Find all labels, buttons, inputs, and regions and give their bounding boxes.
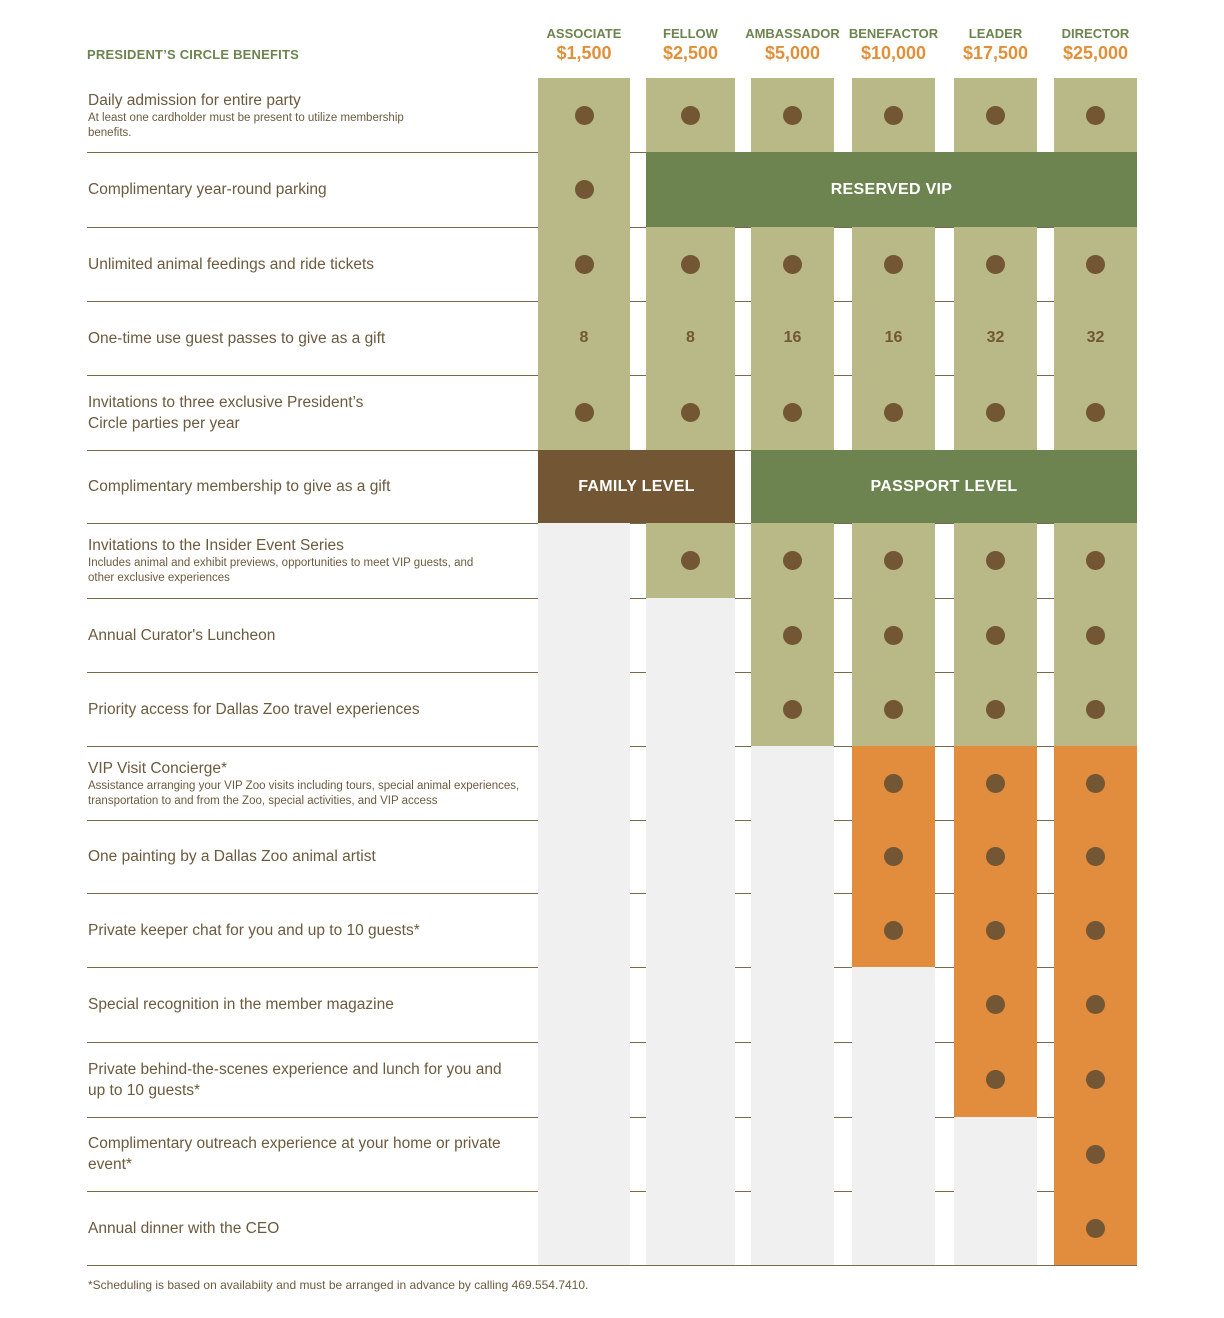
benefit-title: Annual Curator's Luncheon — [88, 626, 276, 644]
tier-price: $5,000 — [764, 43, 821, 63]
footnote: *Scheduling is based on availabiity and must be arranged in advance by calling 469.554.7410. — [88, 1278, 589, 1292]
benefit-cell — [538, 1191, 630, 1265]
benefit-cell — [1054, 598, 1137, 672]
benefit-cell — [751, 893, 834, 967]
benefit-note: Assistance arranging your VIP Zoo visits including tours, special animal experiences, transportation to and from the Zoo, special activities, and VIP access — [88, 779, 520, 807]
benefit-cell — [646, 893, 735, 967]
benefit-cell — [751, 598, 834, 672]
included-dot-icon — [884, 847, 903, 866]
benefit-cell — [646, 78, 735, 152]
benefit-cell — [538, 78, 630, 152]
benefit-cell — [852, 746, 935, 820]
included-dot-icon — [986, 106, 1005, 125]
included-dot-icon — [783, 700, 802, 719]
tier-name: ASSOCIATE — [546, 26, 622, 41]
benefit-cell — [646, 1042, 735, 1117]
benefit-label — [88, 375, 533, 450]
included-dot-icon — [986, 921, 1005, 940]
benefit-label — [88, 1117, 533, 1191]
benefit-cell — [751, 227, 834, 301]
benefit-label — [88, 1191, 533, 1265]
benefit-title: Complimentary year-round parking — [88, 181, 327, 198]
included-dot-icon — [884, 255, 903, 274]
benefit-cell — [538, 152, 630, 227]
benefit-cell — [954, 523, 1037, 598]
included-dot-icon — [1086, 700, 1105, 719]
included-dot-icon — [884, 700, 903, 719]
included-dot-icon — [986, 255, 1005, 274]
benefit-cell — [751, 1191, 834, 1265]
benefit-cell — [852, 523, 935, 598]
benefit-cell — [538, 746, 630, 820]
benefit-label — [88, 450, 533, 523]
benefit-cell — [852, 227, 935, 301]
benefit-title: Private behind-the-scenes experience and lunch for you and up to 10 guests* — [88, 1060, 502, 1099]
benefit-cell — [751, 1042, 834, 1117]
benefit-cell — [954, 967, 1037, 1042]
benefit-cell — [1054, 893, 1137, 967]
benefit-cell — [538, 523, 630, 598]
included-dot-icon — [1086, 106, 1105, 125]
included-dot-icon — [575, 403, 594, 422]
benefit-cell — [852, 1191, 935, 1265]
benefit-cell — [954, 820, 1037, 893]
benefit-label — [88, 152, 533, 227]
included-dot-icon — [1086, 1070, 1105, 1089]
benefit-title: Priority access for Dallas Zoo travel experiences — [88, 700, 420, 718]
tier-price: $1,500 — [556, 43, 612, 63]
benefit-cell — [646, 301, 735, 375]
benefit-cell — [751, 78, 834, 152]
tier-price: $25,000 — [1062, 43, 1129, 63]
benefit-cell — [751, 820, 834, 893]
benefit-cell — [646, 820, 735, 893]
benefit-cell — [954, 227, 1037, 301]
benefit-label — [88, 1042, 533, 1117]
benefit-label — [88, 598, 533, 672]
benefit-cell — [751, 672, 834, 746]
benefit-cell — [1054, 375, 1137, 450]
tier-header — [1036, 26, 1156, 64]
included-dot-icon — [884, 626, 903, 645]
benefit-cell — [751, 967, 834, 1042]
benefit-cell — [1054, 1191, 1137, 1265]
benefit-cell — [538, 598, 630, 672]
benefit-cell — [954, 375, 1037, 450]
benefit-cell — [852, 301, 935, 375]
reserved-vip-band: RESERVED VIP — [646, 152, 1137, 227]
tier-name: FELLOW — [663, 26, 718, 41]
benefit-cell — [852, 78, 935, 152]
section-title: PRESIDENT’S CIRCLE BENEFITS — [87, 47, 299, 62]
benefit-cell — [852, 967, 935, 1042]
benefit-cell — [1054, 78, 1137, 152]
benefit-title: One painting by a Dallas Zoo animal artist — [88, 848, 376, 865]
benefit-note: Includes animal and exhibit previews, opportunities to meet VIP guests, and other exclusive experiences — [88, 557, 474, 584]
benefit-label — [88, 746, 533, 820]
benefit-cell — [954, 746, 1037, 820]
included-dot-icon — [884, 403, 903, 422]
benefit-cell — [954, 672, 1037, 746]
included-dot-icon — [884, 921, 903, 940]
benefit-cell — [954, 301, 1037, 375]
guest-pass-count: 8 — [579, 329, 589, 346]
benefit-cell — [954, 1042, 1037, 1117]
included-dot-icon — [783, 403, 802, 422]
tier-price: $10,000 — [860, 43, 927, 63]
guest-pass-count: 32 — [986, 329, 1005, 346]
benefit-cell — [646, 967, 735, 1042]
benefit-cell — [852, 1117, 935, 1191]
benefit-title: Daily admission for entire party — [88, 91, 301, 109]
passport-level-band: PASSPORT LEVEL — [751, 450, 1137, 523]
included-dot-icon — [884, 106, 903, 125]
benefit-cell — [954, 78, 1037, 152]
included-dot-icon — [986, 847, 1005, 866]
included-dot-icon — [1086, 921, 1105, 940]
included-dot-icon — [1086, 847, 1105, 866]
tier-price: $2,500 — [662, 43, 719, 63]
benefit-cell — [646, 1117, 735, 1191]
included-dot-icon — [1086, 626, 1105, 645]
benefit-cell — [538, 375, 630, 450]
benefit-cell — [852, 672, 935, 746]
benefit-label — [88, 78, 533, 152]
guest-pass-count: 8 — [686, 329, 695, 346]
benefit-cell — [538, 893, 630, 967]
benefit-title: Complimentary outreach experience at your home or private event* — [88, 1135, 501, 1173]
tier-header — [524, 26, 644, 64]
benefit-label — [88, 893, 533, 967]
included-dot-icon — [681, 403, 700, 422]
included-dot-icon — [986, 551, 1005, 570]
benefit-title: VIP Visit Concierge* — [88, 759, 228, 777]
tier-name: LEADER — [968, 26, 1023, 41]
tier-name: DIRECTOR — [1061, 26, 1130, 41]
benefit-cell — [538, 1042, 630, 1117]
benefit-label — [88, 301, 533, 375]
benefit-cell — [538, 672, 630, 746]
included-dot-icon — [575, 106, 594, 125]
guest-pass-count: 32 — [1086, 329, 1105, 346]
benefit-cell — [1054, 1117, 1137, 1191]
included-dot-icon — [681, 255, 700, 274]
included-dot-icon — [1086, 403, 1105, 422]
included-dot-icon — [783, 255, 802, 274]
included-dot-icon — [1086, 995, 1105, 1014]
benefit-cell — [1054, 746, 1137, 820]
benefit-cell — [751, 523, 834, 598]
benefit-cell — [954, 1117, 1037, 1191]
benefit-label — [88, 820, 533, 893]
benefit-label — [88, 672, 533, 746]
included-dot-icon — [986, 403, 1005, 422]
benefit-cell — [852, 820, 935, 893]
included-dot-icon — [681, 106, 700, 125]
row-divider — [87, 1265, 1137, 1266]
included-dot-icon — [783, 551, 802, 570]
included-dot-icon — [986, 1070, 1005, 1089]
benefit-title: One-time use guest passes to give as a gift — [88, 329, 386, 347]
benefit-cell — [646, 672, 735, 746]
benefit-cell — [646, 746, 735, 820]
included-dot-icon — [884, 551, 903, 570]
benefit-label — [88, 967, 533, 1042]
included-dot-icon — [986, 700, 1005, 719]
included-dot-icon — [783, 626, 802, 645]
guest-pass-count: 16 — [884, 329, 903, 346]
benefit-cell — [751, 746, 834, 820]
included-dot-icon — [986, 626, 1005, 645]
included-dot-icon — [1086, 1219, 1105, 1238]
benefit-cell — [1054, 967, 1137, 1042]
included-dot-icon — [575, 180, 594, 199]
benefit-cell — [1054, 820, 1137, 893]
benefit-title: Invitations to three exclusive President’s Circle parties per year — [88, 393, 364, 432]
benefit-cell — [538, 820, 630, 893]
benefit-note: At least one cardholder must be present to utilize membership benefits. — [88, 111, 404, 139]
tier-price: $17,500 — [962, 43, 1029, 63]
benefit-cell — [646, 375, 735, 450]
benefit-cell — [646, 1191, 735, 1265]
benefit-cell — [1054, 1042, 1137, 1117]
benefit-cell — [646, 227, 735, 301]
tier-name: BENEFACTOR — [848, 26, 939, 41]
benefit-cell — [1054, 672, 1137, 746]
benefit-cell — [852, 893, 935, 967]
benefit-title: Unlimited animal feedings and ride tickets — [88, 255, 375, 273]
included-dot-icon — [575, 255, 594, 274]
included-dot-icon — [1086, 255, 1105, 274]
guest-pass-count: 16 — [783, 329, 802, 346]
benefit-cell — [852, 598, 935, 672]
benefit-cell — [852, 1042, 935, 1117]
family-level-band: FAMILY LEVEL — [538, 450, 735, 523]
included-dot-icon — [884, 774, 903, 793]
benefit-title: Annual dinner with the CEO — [88, 1219, 280, 1237]
benefit-cell — [646, 598, 735, 672]
benefit-cell — [1054, 301, 1137, 375]
benefit-title: Complimentary membership to give as a gift — [88, 478, 391, 495]
benefit-cell — [646, 523, 735, 598]
benefit-title: Private keeper chat for you and up to 10 guests* — [88, 921, 420, 939]
benefit-cell — [751, 375, 834, 450]
included-dot-icon — [1086, 1145, 1105, 1164]
included-dot-icon — [1086, 774, 1105, 793]
benefit-cell — [852, 375, 935, 450]
benefit-cell — [954, 1191, 1037, 1265]
included-dot-icon — [1086, 551, 1105, 570]
benefit-title: Special recognition in the member magazine — [88, 996, 394, 1013]
included-dot-icon — [986, 995, 1005, 1014]
benefit-cell — [751, 1117, 834, 1191]
benefit-cell — [1054, 523, 1137, 598]
benefit-label — [88, 227, 533, 301]
benefit-cell — [538, 227, 630, 301]
benefit-cell — [538, 301, 630, 375]
tier-name: AMBASSADOR — [745, 26, 840, 41]
included-dot-icon — [681, 551, 700, 570]
included-dot-icon — [783, 106, 802, 125]
benefit-cell — [1054, 227, 1137, 301]
benefit-title: Invitations to the Insider Event Series — [88, 537, 344, 554]
benefit-cell — [954, 893, 1037, 967]
included-dot-icon — [986, 774, 1005, 793]
benefit-cell — [954, 598, 1037, 672]
benefit-cell — [751, 301, 834, 375]
benefit-label — [88, 523, 533, 598]
benefit-cell — [538, 1117, 630, 1191]
benefit-cell — [538, 967, 630, 1042]
